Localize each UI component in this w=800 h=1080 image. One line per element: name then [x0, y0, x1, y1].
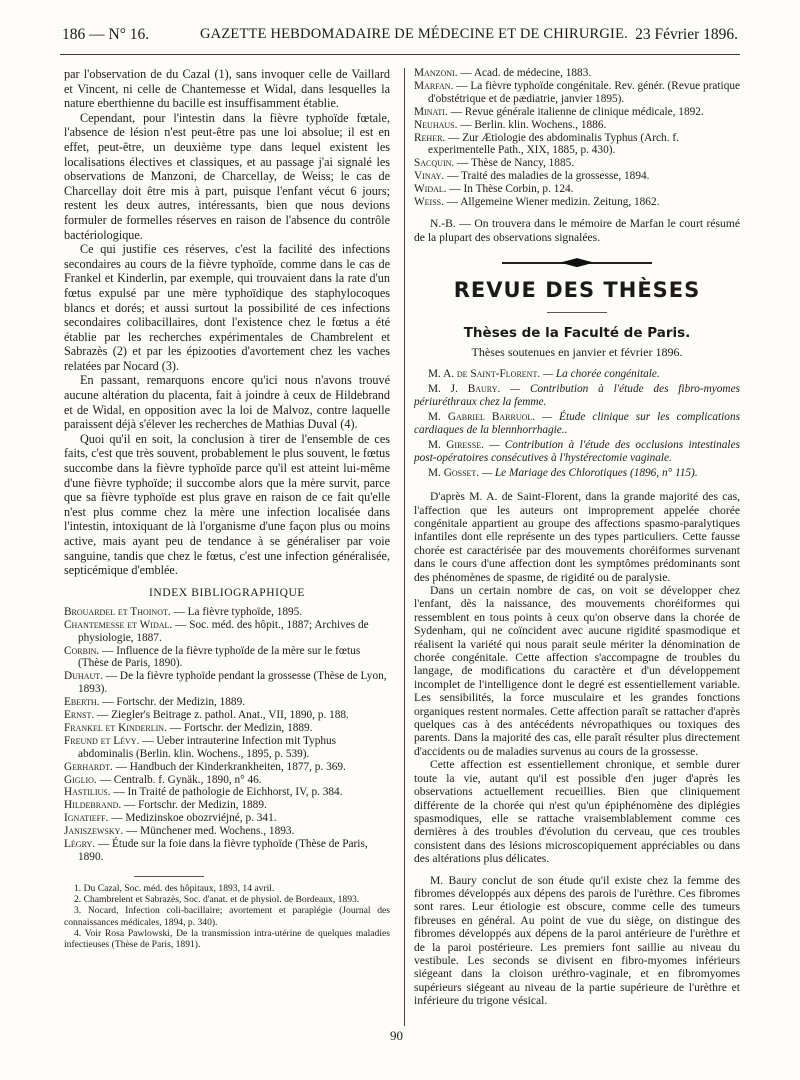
header-rule — [60, 54, 740, 55]
bib-text: — Étude sur la foie dans la fièvre typhoïde (Thèse de Paris, 1890. — [78, 838, 368, 863]
thesis-author: M. A. de Saint-Florent. — [428, 368, 541, 381]
thesis-entry — [414, 383, 740, 409]
bib-text: — In Traité de pathologie de Eichhorst, IV, p. 384. — [110, 786, 343, 799]
bib-entry — [414, 132, 740, 158]
bib-author: Weiss. — [414, 196, 444, 209]
thesis-list — [414, 368, 740, 480]
bib-author: Ernst. — [64, 709, 95, 722]
bib-text: — Soc. méd. des hôpit., 1887; Archives de physiologie, 1887. — [78, 618, 369, 644]
bib-author: Corbin. — [64, 644, 100, 657]
bib-text: — Acad. de médecine, 1883. — [457, 67, 592, 79]
bib-entry — [64, 606, 390, 619]
bib-entry — [414, 106, 740, 119]
bib-entry — [64, 619, 390, 645]
bib-entry — [414, 80, 740, 106]
bib-entry — [64, 645, 390, 671]
bib-author: Légry. — [64, 838, 96, 851]
paragraph: D'après M. A. de Saint-Florent, dans la grande majorité des cas, l'affection que les auteurs ont improprement appelée chorée congénitale appartient au groupe des affections spasmo-paralytiques infantiles dont elle représente un des types particuliers. Cette fausse chorée est caractérisée par des mouvements choréiformes survenant dans le cours d'une affection dont les symptômes prédominants sont des phénomènes de spasme, de rigidité ou de paralysie. — [414, 490, 740, 584]
thesis-entry — [414, 411, 740, 437]
bib-author: Freund et Lévy. — [64, 734, 140, 747]
bib-text: — Zur Ætiologie des abdominalis Typhus (Arch. f. experimentelle Path., XIX, 1885, p. 430). — [428, 131, 679, 157]
bib-text: — Berlin. klin. Wochens., 1886. — [457, 118, 607, 131]
bib-text: — Fortschr. der Medizin, 1889. — [166, 721, 313, 734]
subsection-title: Thèses de la Faculté de Paris. — [463, 325, 691, 342]
issue-date: 23 Février 1896. — [635, 26, 738, 43]
footnotes — [64, 883, 390, 950]
bib-author: Chantemesse et Widal. — [64, 618, 173, 631]
footnote: 3. Nocard, Infection coli-bacillaire; avortement et paraplégie (Journal des connaissances médicales, 1894, p. 340). — [64, 905, 390, 928]
paragraph: Ce qui justifie ces réserves, c'est la facilité des infections secondaires au cours de la fièvre typhoïde, comme dans le cas de Frankel et Kinderlin, par exemple, qui trouvaient dans la rate d'un fœtus expulsé par une mère typhoïdique des staphylocoques blancs et dorés; et aussi surtout la possibilité de ces infections secondaires colibacillaires, dont l'existence chez le fœtus a été établie par les recherches expérimentales de Chambrelent et Sabrazès (2) et par les épizooties d'avortement chez les vaches relatées par Nocard (3). — [64, 242, 390, 373]
bib-text: — Allgemeine Wiener medizin. Zeitung, 1862. — [443, 196, 660, 209]
paragraph: Cependant, pour l'intestin dans la fièvre typhoïde fœtale, l'absence de lésion n'est peut-être pas une loi absolue; il est en effet, peut-être, un deuxième type dans lequel existent les localisations électives et classiques, et au passage j'ai signalé les observations de Manzoni, de Charcellay, de Weiss; le cas de Charcellay doit être mis à part, puisque l'enfant vécut 6 jours; restent les deux autres, intéressants, bien que nous devions formuler de formelles réserves en raison de l'absence du contrôle bactériologique. — [64, 110, 390, 242]
bib-author: Hastilius. — [64, 786, 111, 799]
bib-text: — Revue générale italienne de clinique médicale, 1892. — [447, 105, 704, 118]
bib-text: — Ueber intrauterine Infection mit Typhus abdominalis (Berlin. klin. Wochens., 1895, p. 539). — [78, 734, 337, 760]
bib-entry — [414, 119, 740, 132]
subsection-subtitle: Thèses soutenues en janvier et février 1896. — [471, 345, 683, 360]
right-column — [414, 67, 740, 1008]
bib-author: Eberth. — [64, 696, 100, 709]
bib-entry — [64, 812, 390, 825]
bibliography-list-continued — [414, 67, 740, 209]
bib-entry — [414, 67, 740, 80]
section-ornament — [502, 258, 652, 268]
paragraph: Cette affection est essentiellement chronique, et semble durer toute la vie, autant qu'il est possible d'en juger d'après les observations actuellement recueillies. Bien que cliniquement différente de la chorée qui n'est qu'un épiphénomène des diplégies spasmodiques, elle se rattache vraisemblablement comme ces dernières à des troubles d'évolution du cerveau, que ces troubles consistent dans des lésions microscopiquement appréciables ou dans des altérations plus délicates. — [414, 758, 740, 866]
footnote: 2. Chambrelent et Sabrazès, Soc. d'anat. et de physiol. de Bordeaux, 1893. — [74, 894, 360, 906]
page-header — [62, 26, 738, 48]
paragraph: Quoi qu'il en soit, la conclusion à tirer de l'ensemble de ces faits, c'est que très souvent, probablement le plus souvent, le fœtus succombe dans la fièvre typhoïde parce qu'il est atteint lui-même d'une fièvre typhoïde; il succombe alors que la mère survit, parce que sa fièvre typhoïde est plus grave en raison de ce fait qu'elle n'est plus comme chez la mère une infection localisée dans l'intestin, intoxiquant de là l'organisme d'une façon plus ou moins active, mais ayant peu de tendance à se généraliser par voie sanguine, tandis que chez le fœtus, c'est une infection généralisée, septicémique d'emblée. — [64, 431, 390, 578]
bib-author: Frankel et Kinderlin. — [64, 721, 167, 734]
bib-text: — Thèse de Nancy, 1885. — [454, 157, 575, 170]
bib-text: — Medizinskoe obozrviéjné, p. 341. — [108, 812, 277, 825]
left-column — [64, 67, 390, 950]
thesis-title: — Contribution à l'étude des occlusions intestinales post-opératoires consécutives à l'hystérectomie vaginale. — [414, 439, 740, 465]
column-divider — [404, 68, 405, 1026]
page-number: 90 — [390, 1028, 403, 1043]
bib-text: — Ziegler's Beitrage z. pathol. Anat., VII, 1890, p. 188. — [94, 709, 349, 722]
bib-text: — La fièvre typhoïde, 1895. — [170, 605, 303, 618]
paragraph: Dans un certain nombre de cas, on voit se développer chez l'enfant, dès la naissance, des mouvements choréiformes qui ressemblent en tous points à ceux qu'on observe dans la chorée de Sydenham, qui ne coïncident avec aucune rigidité spasmodique et réalisent la variété qui nous parait seule mériter la dénomination de chorée congénitale. Cette affection s'accompagne de troubles du langage, de modifications du caractère et d'un développement incomplet de l'intelligence dont le degré est essentiellement variable. Les sensibilités, la force musculaire et les grandes fonctions organiques restent normales. Cette affection paraît se rattacher d'après quelques cas à des antécédents névropathiques ou toxiques des parents. Dans la majorité des cas, elle paraît résulter plus directement d'accidents ou de maladies survenus au cours de la grossesse. — [414, 584, 740, 758]
bib-text: — Influence de la fièvre typhoïde de la mère sur le fœtus (Thèse de Paris, 1890). — [78, 644, 361, 670]
bib-entry — [414, 157, 740, 170]
thesis-author: M. J. Baury. — [428, 383, 501, 396]
bib-text: — Fortschr. der Medizin, 1889. — [99, 696, 246, 709]
bib-author: Ignatieff. — [64, 812, 109, 825]
bib-entry — [64, 709, 390, 722]
paragraph: par l'observation de du Cazal (1), sans invoquer celle de Vaillard et Vincent, ni celle de Chantemesse et Widal, dans lesquelles la nature eberthienne du bacille est insuffisamment établie. — [64, 67, 390, 111]
thesis-title: — Étude clinique sur les complications cardiaques de la blennhorrhagie.. — [414, 411, 741, 437]
section-title: REVUE DES THÈSES — [453, 278, 701, 303]
footnote: 1. Du Cazal, Soc. méd. des hôpitaux, 1893, 14 avril. — [74, 882, 275, 894]
thesis-entry — [414, 467, 740, 480]
bib-entry — [64, 786, 390, 799]
bib-author: Gerhardt. — [64, 760, 113, 773]
bib-entry — [64, 735, 390, 761]
bib-entry — [64, 838, 390, 864]
bib-entry — [64, 670, 390, 696]
bib-text: — Centralb. f. Gynäk., 1890, n° 46. — [96, 773, 262, 786]
bib-author: Giglio. — [64, 773, 97, 786]
bib-entry — [64, 696, 390, 709]
title-rule — [547, 312, 607, 313]
bib-author: Sacquin. — [414, 157, 455, 170]
thesis-title: — Contribution à l'étude des fibro-myomes périuréthraux chez la femme. — [414, 383, 740, 409]
bib-author: Hildebrand. — [64, 799, 122, 812]
bib-text: — Münchener med. Wochens., 1893. — [123, 825, 295, 838]
bib-author: Duhaut. — [64, 670, 103, 683]
bib-text: — De la fièvre typhoïde pendant la grossesse (Thèse de Lyon, 1893). — [78, 670, 387, 696]
bib-entry — [64, 799, 390, 812]
paragraph: En passant, remarquons encore qu'ici nous n'avons trouvé aucune altération du placenta, fait à joindre à ceux de Hildebrand et de Widal, en opposition avec la loi de Malvoz, contre laquelle paraissent déjà s'élever les recherches de Mathias Duval (4). — [64, 373, 390, 432]
bib-text: — Fortschr. der Medizin, 1889. — [121, 799, 267, 812]
bib-text: — Handbuch der Kinderkrankheiten, 1877, p. 369. — [112, 760, 346, 773]
thesis-entry — [414, 439, 740, 465]
editor-note: N.-B. — On trouvera dans le mémoire de Marfan le court résumé de la plupart des observations signalées. — [414, 216, 740, 244]
thesis-entry — [414, 368, 740, 381]
bib-entry — [64, 722, 390, 735]
bib-text: — La fièvre typhoïde congénitale. Rev. génér. (Revue pratique d'obstétrique et de pædiatrie, janvier 1895). — [428, 79, 741, 105]
bib-text: — Traité des maladies de la grossesse, 1894. — [444, 170, 650, 183]
bib-author: Reher. — [414, 131, 446, 144]
bib-author: Vinay. — [414, 170, 445, 183]
bib-entry — [414, 170, 740, 183]
footnote: 4. Voir Rosa Pawlowski, De la transmission intra-utérine de quelques maladies infectieuses (Thèse de Paris, 1891). — [64, 927, 390, 950]
thesis-author: M. Giresse. — [428, 439, 484, 452]
bib-author: Brouardel et Thoinot. — [64, 605, 171, 618]
page-folio: 186 — N° 16. — [62, 26, 150, 43]
thesis-author: M. Gabriel Barruol. — [428, 411, 536, 424]
bib-author: Minati. — [414, 105, 448, 118]
bib-entry — [414, 183, 740, 196]
bib-entry — [64, 761, 390, 774]
bib-author: Marfan. — [414, 79, 454, 92]
bib-entry — [64, 825, 390, 838]
index-heading: INDEX BIBLIOGRAPHIQUE — [148, 586, 306, 599]
bib-author: Janiszewsky. — [64, 825, 124, 838]
bibliography-list — [64, 606, 390, 864]
bib-entry — [414, 196, 740, 209]
thesis-author: M. Gosset. — [428, 467, 480, 480]
journal-title: GAZETTE HEBDOMADAIRE DE MÉDECINE ET DE CHIRURGIE. — [200, 26, 628, 42]
footnote-rule — [134, 876, 204, 877]
bib-author: Neuhaus. — [414, 118, 458, 131]
bib-author: Widal. — [414, 183, 447, 196]
thesis-title: — Le Mariage des Chlorotiques (1896, n° 115). — [479, 467, 698, 480]
bib-author: Manzoni. — [414, 67, 458, 79]
bib-text: — In Thèse Corbin, p. 124. — [446, 183, 574, 196]
bib-entry — [64, 774, 390, 787]
thesis-title: — La chorée congénitale. — [540, 368, 660, 381]
paragraph: M. Baury conclut de son étude qu'il existe chez la femme des fibromes développés aux dépens des parois de l'urèthre. Ces fibromes sont rares. Leur étiologie est obscure, comme celle des tumeurs fibreuses en général. Au point de vue du siège, on distingue des fibromes développés aux dépens de la paroi antérieure de l'urèthre et de la paroi postérieure. Les premiers font saillie au niveau du vestibule. Les seconds se divisent en fibro-myomes inférieurs siégeant dans la cloison uréthro-vaginale, et en fibromyomes supérieurs siégeant au niveau de la partie supérieure de l'urèthre et inférieure du trigone vésical. — [414, 873, 740, 1008]
